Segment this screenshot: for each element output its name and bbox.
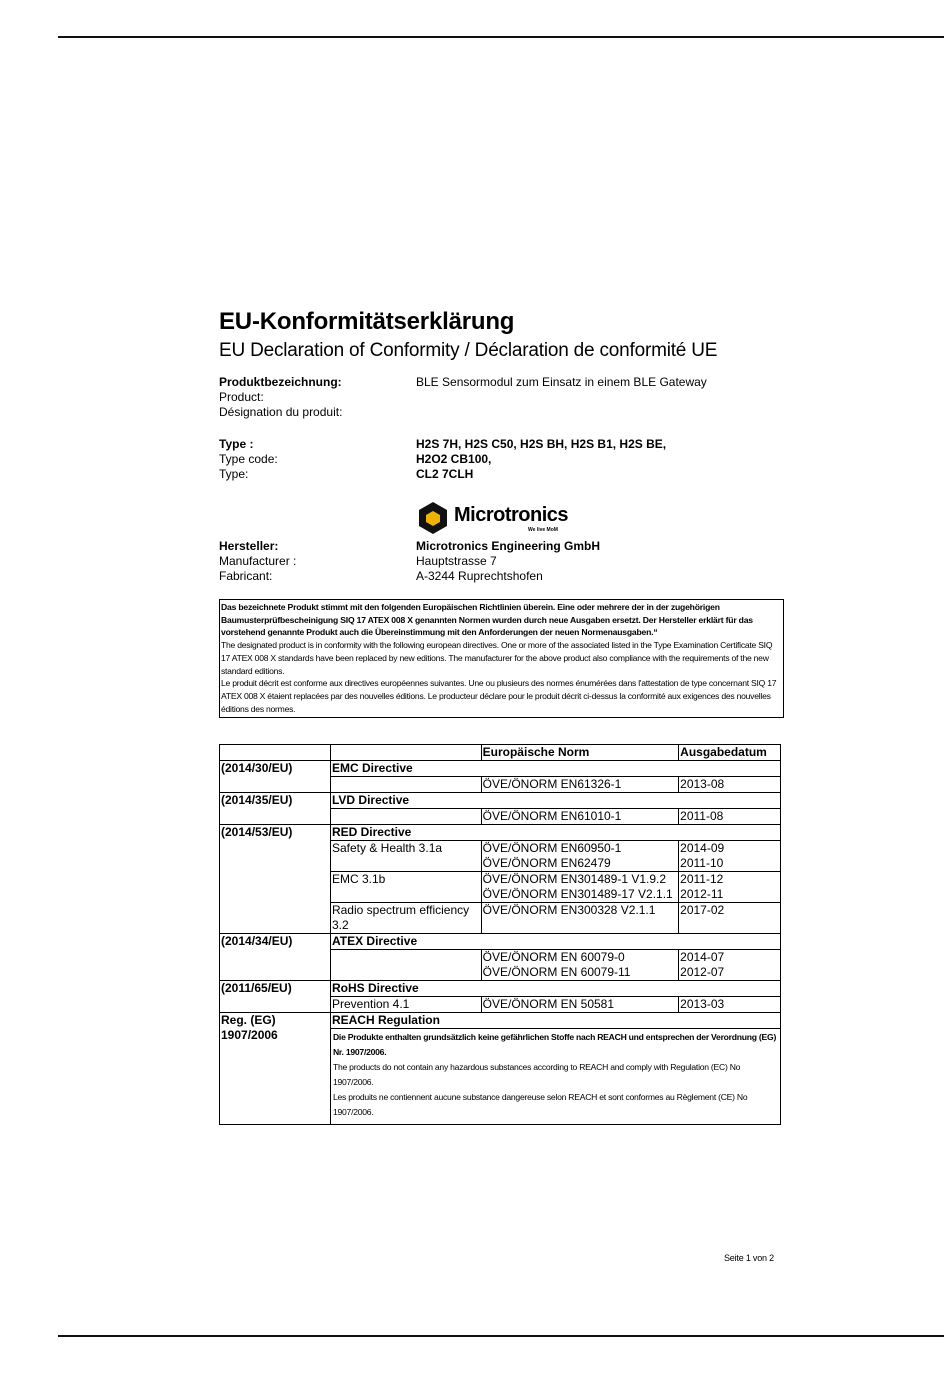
type-label-de: Type : xyxy=(219,437,254,451)
reach-text-en: The products do not contain any hazardous substances according to REACH and comply with Regulation (EC) No 1907/2006. xyxy=(332,1062,741,1087)
lvd-date: 2011-08 xyxy=(679,809,781,825)
lvd-norm: ÖVE/ÖNORM EN61010-1 xyxy=(481,809,679,825)
statement-en: The designated product is in conformity with the following european directives. One or more of the associated listed in the Type Examination Certificate SIQ 17 ATEX 008 X standards have been replaced by new editions. The manufacturer for the above product also compliance with the requirements of the new standard editions. xyxy=(221,640,773,676)
table-row xyxy=(220,934,781,950)
table-row xyxy=(220,1013,781,1029)
product-value: BLE Sensormodul zum Einsatz in einem BLE Gateway xyxy=(416,375,707,389)
red-date-3: 2017-02 xyxy=(679,903,781,934)
page-number: Seite 1 von 2 xyxy=(724,1253,774,1263)
column-header-norm: Europäische Norm xyxy=(481,745,679,761)
red-norm-2b: ÖVE/ÖNORM EN301489-17 V2.1.1 xyxy=(482,887,673,901)
atex-code: (2014/34/EU) xyxy=(220,934,331,981)
emc-date: 2013-08 xyxy=(679,777,781,793)
table-row xyxy=(220,825,781,841)
table-row xyxy=(220,793,781,809)
type-label-fr: Type: xyxy=(219,467,249,481)
statement-de: Das bezeichnete Produkt stimmt mit den folgenden Europäischen Richtlinien überein. Eine oder mehrere der in der zugehörigen Baumusterprüfbescheinigung SIQ 17 ATEX 008 X genannten Normen wurden durch neue Ausgaben ersetzt. Der Hersteller erklärt für das vorstehend genannte Produkt auch die Übereinstimmung mit den Anforderungen der neuen Normenausgaben.“ xyxy=(221,602,753,638)
atex-norm-b: ÖVE/ÖNORM EN 60079-11 xyxy=(482,965,631,979)
atex-date-b: 2012-07 xyxy=(680,965,725,979)
manufacturer-city: A-3244 Ruprechtshofen xyxy=(416,569,543,583)
rohs-norm: ÖVE/ÖNORM EN 50581 xyxy=(481,997,679,1013)
reach-code-2: 1907/2006 xyxy=(221,1028,278,1042)
reach-text-de: Die Produkte enthalten grundsätzlich keine gefährlichen Stoffe nach REACH und entsprechen der Verordnung (EG) Nr. 1907/2006. xyxy=(332,1032,777,1057)
product-label-en: Product: xyxy=(219,390,264,404)
directives-table xyxy=(219,744,781,1125)
red-norm-2a: ÖVE/ÖNORM EN301489-1 V1.9.2 xyxy=(482,872,667,886)
reach-code-1: Reg. (EG) xyxy=(221,1013,276,1027)
table-row xyxy=(220,981,781,997)
red-date-1a: 2014-09 xyxy=(680,841,725,855)
red-sub-2: EMC 3.1b xyxy=(330,872,481,903)
red-date-1b: 2011-10 xyxy=(680,856,724,870)
red-norm-1b: ÖVE/ÖNORM EN62479 xyxy=(482,856,611,870)
column-header-date: Ausgabedatum xyxy=(679,745,781,761)
emc-code: (2014/30/EU) xyxy=(220,761,331,793)
rohs-code: (2011/65/EU) xyxy=(220,981,331,1013)
table-header-row xyxy=(220,745,781,761)
emc-norm: ÖVE/ÖNORM EN61326-1 xyxy=(481,777,679,793)
atex-norm-a: ÖVE/ÖNORM EN 60079-0 xyxy=(482,950,625,964)
rohs-date: 2013-03 xyxy=(679,997,781,1013)
red-date-2b: 2012-11 xyxy=(680,887,724,901)
red-sub-3b: 3.2 xyxy=(331,918,349,932)
conformity-statement xyxy=(219,599,784,718)
red-name: RED Directive xyxy=(330,825,780,841)
bottom-rule xyxy=(58,1335,944,1337)
atex-name: ATEX Directive xyxy=(330,934,780,950)
manufacturer-label-fr: Fabricant: xyxy=(219,569,273,583)
red-norm-1a: ÖVE/ÖNORM EN60950-1 xyxy=(482,841,622,855)
page-subtitle: EU Declaration of Conformity / Déclaration de conformité UE xyxy=(219,340,718,361)
statement-fr: Le produit décrit est conforme aux directives européennes suivantes. Une ou plusieurs des normes énumérées dans l'attestation de type concernant SIQ 17 ATEX 008 X étaient replacées par des nouvelles éditions. Le producteur déclare pour le produit décrit ci-dessus la conformité aux exigences des nouvelles éditions des normes. xyxy=(221,678,777,714)
emc-name: EMC Directive xyxy=(330,761,780,777)
company-logo xyxy=(416,501,576,537)
manufacturer-label-en: Manufacturer : xyxy=(219,554,297,568)
product-label-de: Produktbezeichnung: xyxy=(219,375,342,389)
rohs-name: RoHS Directive xyxy=(330,981,780,997)
lvd-name: LVD Directive xyxy=(330,793,780,809)
logo-text: Microtronics xyxy=(454,504,569,526)
manufacturer-name: Microtronics Engineering GmbH xyxy=(416,539,601,553)
manufacturer-label-de: Hersteller: xyxy=(219,539,279,553)
type-value-2: H2O2 CB100, xyxy=(416,452,492,466)
atex-date-a: 2014-07 xyxy=(680,950,725,964)
type-value-1: H2S 7H, H2S C50, H2S BH, H2S B1, H2S BE, xyxy=(416,437,667,451)
declaration-document xyxy=(219,305,781,1117)
red-code: (2014/53/EU) xyxy=(220,825,331,934)
top-rule xyxy=(58,36,944,38)
page-title: EU-Konformitätserklärung xyxy=(219,308,515,335)
type-label-en: Type code: xyxy=(219,452,278,466)
logo-tagline: We live MoM xyxy=(528,527,558,533)
product-label-fr: Désignation du produit: xyxy=(219,405,343,419)
manufacturer-street: Hauptstrasse 7 xyxy=(416,554,497,568)
reach-name: REACH Regulation xyxy=(330,1013,780,1029)
red-norm-3: ÖVE/ÖNORM EN300328 V2.1.1 xyxy=(481,903,679,934)
red-sub-1: Safety & Health 3.1a xyxy=(330,841,481,872)
red-date-2a: 2011-12 xyxy=(680,872,724,886)
hexagon-logo-icon xyxy=(416,501,450,535)
reach-text-fr: Les produits ne contiennent aucune substance dangereuse selon REACH et sont conformes au Règlement (CE) No 1907/2006. xyxy=(332,1092,748,1117)
table-row xyxy=(220,761,781,777)
red-sub-3a: Radio spectrum efficiency xyxy=(331,903,470,917)
rohs-sub: Prevention 4.1 xyxy=(330,997,481,1013)
type-value-3: CL2 7CLH xyxy=(416,467,474,481)
lvd-code: (2014/35/EU) xyxy=(220,793,331,825)
